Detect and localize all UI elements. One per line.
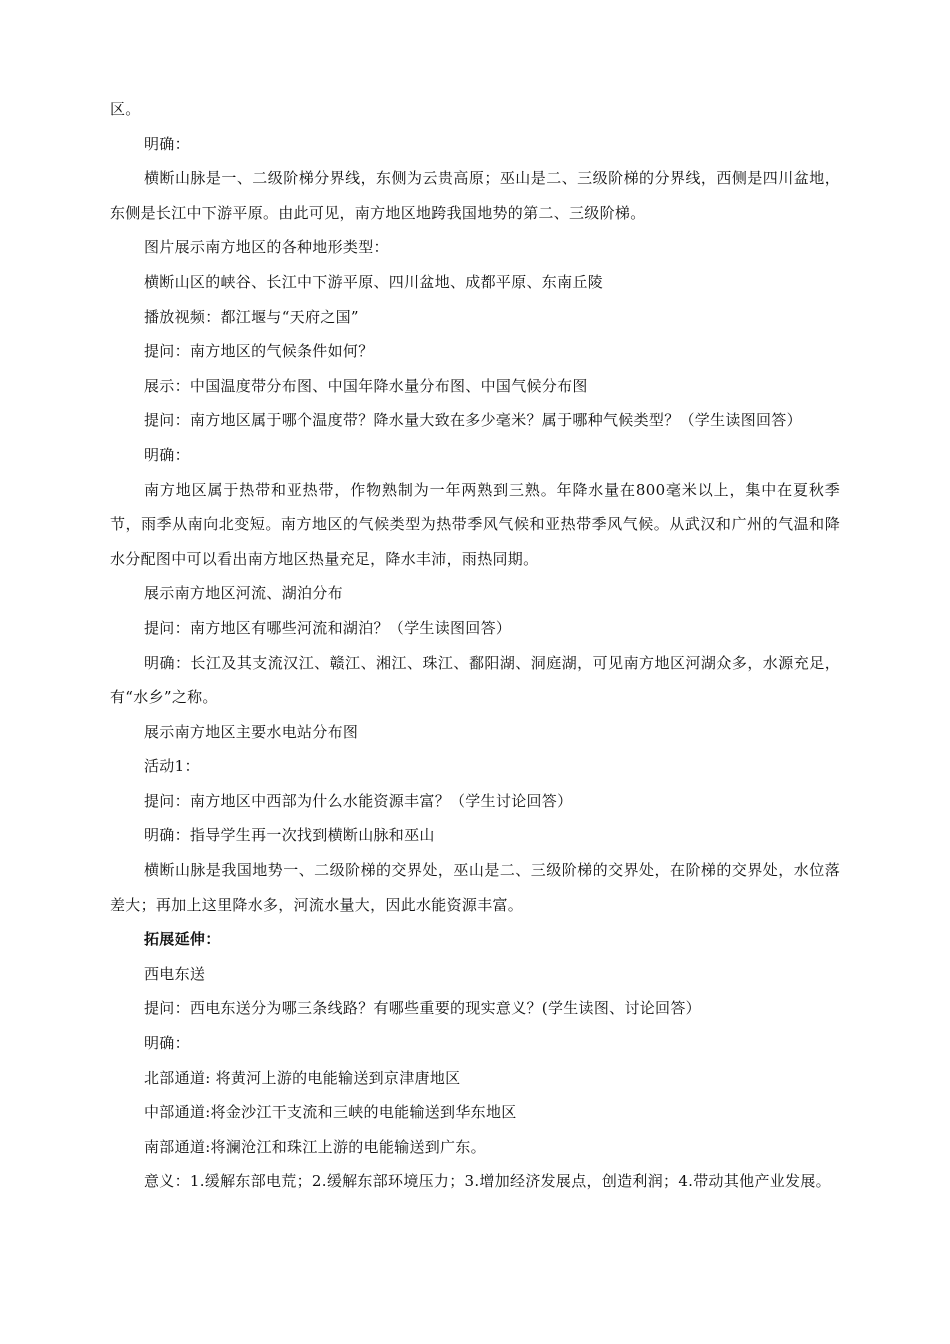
paragraph-clarify-guide: 明确：指导学生再一次找到横断山脉和巫山: [144, 826, 435, 845]
paragraph-terrain-list: 横断山区的峡谷、长江中下游平原、四川盆地、成都平原、东南丘陵: [144, 272, 604, 291]
paragraph-middle-channel: 中部通道:将金沙江干支流和三峡的电能输送到华东地区: [144, 1103, 517, 1122]
paragraph-clarify-3: 明确：: [144, 1034, 190, 1053]
paragraph-rivers-answer: 明确：长江及其支流汉江、赣江、湘江、珠江、鄱阳湖、洞庭湖，可见南方地区河湖众多，水源充足，有“水乡”之称。: [110, 653, 840, 707]
paragraph-show-maps: 展示：中国温度带分布图、中国年降水量分布图、中国气候分布图: [144, 376, 588, 395]
paragraph-north-channel: 北部通道: 将黄河上游的电能输送到京津唐地区: [144, 1068, 461, 1087]
paragraph-video: 播放视频：都江堰与“天府之国”: [144, 307, 359, 326]
paragraph-question-hydro: 提问：南方地区中西部为什么水能资源丰富？（学生讨论回答）: [144, 791, 573, 810]
paragraph-terrain-steps: 横断山脉是一、二级阶梯分界线，东侧为云贵高原；巫山是二、三级阶梯的分界线，西侧是四川盆地，东侧是长江中下游平原。由此可见，南方地区地跨我国地势的第二、三级阶梯。: [110, 169, 840, 222]
paragraph-activity-1: 活动1：: [144, 757, 200, 776]
paragraph-climate-answer: 南方地区属于热带和亚热带，作物熟制为一年两熟到三熟。年降水量在800毫米以上，集中在夏秋季节，雨季从南向北变短。南方地区的气候类型为热带季风气候和亚热带季风气候。从武汉和广州的气温和降水分配图中可以看出南方地区热量充足，降水丰沛，雨热同期。: [110, 480, 840, 568]
paragraph-question-zone: 提问：南方地区属于哪个温度带？降水量大致在多少毫米？属于哪种气候类型？（学生读图回答）: [144, 411, 802, 430]
paragraph-west-east: 西电东送: [144, 964, 206, 983]
paragraph-significance: 意义：1.缓解东部电荒；2.缓解东部环境压力；3.增加经济发展点，创造利润；4.带动其他产业发展。: [144, 1172, 831, 1191]
paragraph-hydro-answer: 横断山脉是我国地势一、二级阶梯的交界处，巫山是二、三级阶梯的交界处，在阶梯的交界处，水位落差大；再加上这里降水多，河流水量大，因此水能资源丰富。: [110, 861, 840, 914]
paragraph-clarify-1: 明确：: [144, 134, 190, 153]
paragraph-image-terrain: 图片展示南方地区的各种地形类型：: [144, 238, 389, 257]
paragraph-question-rivers: 提问：南方地区有哪些河流和湖泊？（学生读图回答）: [144, 618, 512, 637]
paragraph-clarify-2: 明确：: [144, 445, 190, 464]
paragraph-question-climate: 提问：南方地区的气候条件如何？: [144, 342, 374, 361]
document-page: [110, 92, 840, 1199]
paragraph-question-routes: 提问：西电东送分为哪三条线路？有哪些重要的现实意义？(学生读图、讨论回答）: [144, 999, 701, 1018]
section-heading-extension: 拓展延伸：: [144, 930, 221, 949]
paragraph-continuation: 区。: [110, 100, 141, 118]
paragraph-show-rivers: 展示南方地区河流、湖泊分布: [144, 584, 343, 603]
paragraph-south-channel: 南部通道:将澜沧江和珠江上游的电能输送到广东。: [144, 1137, 486, 1156]
paragraph-show-hydro: 展示南方地区主要水电站分布图: [144, 722, 359, 741]
